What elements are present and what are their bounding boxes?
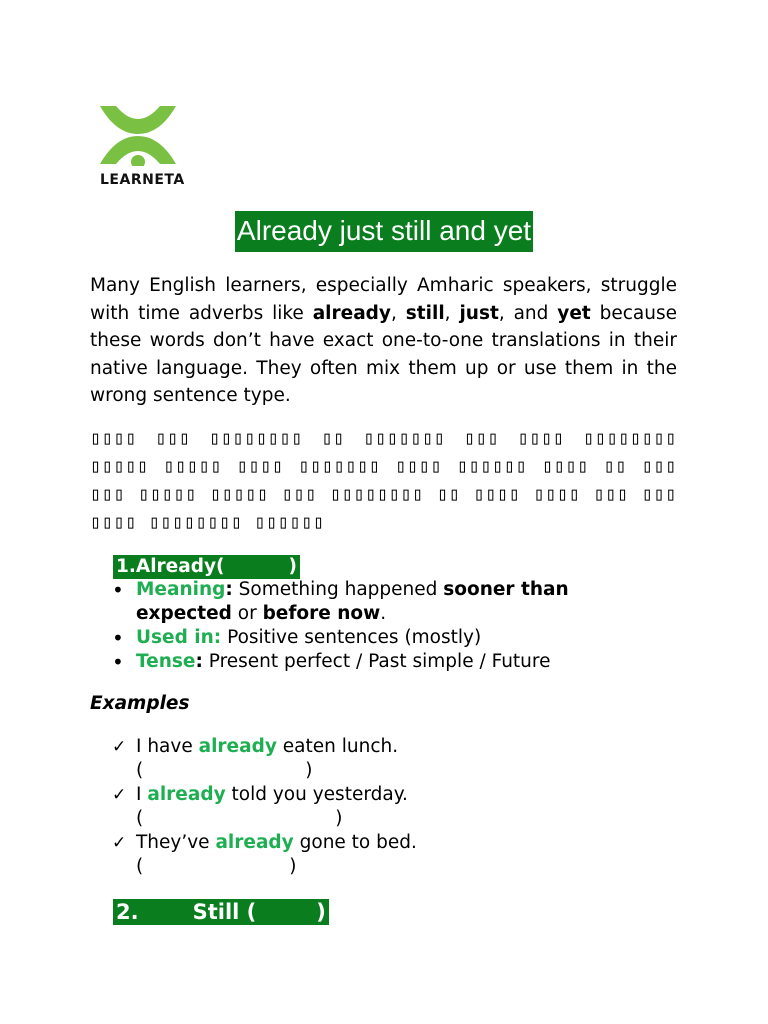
check-icon: ✓ [112, 737, 127, 757]
example-item: ✓ I already told you yesterday. ( ) [112, 783, 632, 831]
already-definition-list [112, 578, 652, 674]
example-item: ✓ They’ve already gone to bed. ( ) [112, 831, 632, 879]
section-heading-already: 1.Already( ) [113, 555, 300, 579]
intro-paragraph: Many English learners, especially Amharic speakers, struggle with time adverbs like already, still, just, and yet because these words don’t have exact one-to-one translations in their native language. They often mix them up or use them in the wrong sentence type. [90, 275, 678, 406]
examples-heading: Examples [90, 693, 190, 714]
page-title: Already just still and yet [235, 211, 533, 252]
list-item-used-in: • Used in: Positive sentences (mostly) [112, 626, 652, 650]
example-item: ✓ I have already eaten lunch. ( ) [112, 735, 632, 783]
check-icon: ✓ [112, 785, 127, 805]
list-item-meaning: • Meaning: Something happened sooner than expected or before now. [112, 578, 652, 626]
learneta-logo-icon [98, 104, 178, 166]
amharic-paragraph: ▯▯▯▯ ▯▯▯ ▯▯▯▯▯▯▯▯ ▯▯ ▯▯▯▯▯▯▯ ▯▯▯ ▯▯▯▯ ▯▯▯▯▯▯▯▯ ▯▯▯▯▯ ▯▯▯▯▯ ▯▯▯▯ ▯▯▯▯▯▯▯ ▯▯▯▯ ▯▯▯▯▯▯ ▯▯▯▯ ▯▯ ▯▯▯ ▯▯▯ ▯▯▯▯▯ ▯▯▯▯▯ ▯▯▯ ▯▯▯▯▯▯▯▯ ▯▯ ▯▯▯▯ ▯▯▯▯ ▯▯▯ ▯▯▯ ▯▯▯▯ ▯▯▯▯▯▯▯▯ ▯▯▯▯▯▯ [90, 428, 677, 533]
section-heading-still: 2. Still ( ) [113, 899, 329, 925]
translation-blank: ( ) [136, 856, 297, 877]
logo-wordmark: LEARNETA [100, 172, 185, 188]
translation-blank: ( ) [136, 808, 343, 829]
list-item-tense: • Tense: Present perfect / Past simple / Future [112, 650, 652, 674]
blank-translation [224, 570, 288, 572]
blank-translation [256, 917, 316, 919]
translation-blank: ( ) [136, 760, 313, 781]
examples-list [112, 735, 632, 879]
check-icon: ✓ [112, 833, 127, 853]
learneta-logo [98, 104, 185, 188]
